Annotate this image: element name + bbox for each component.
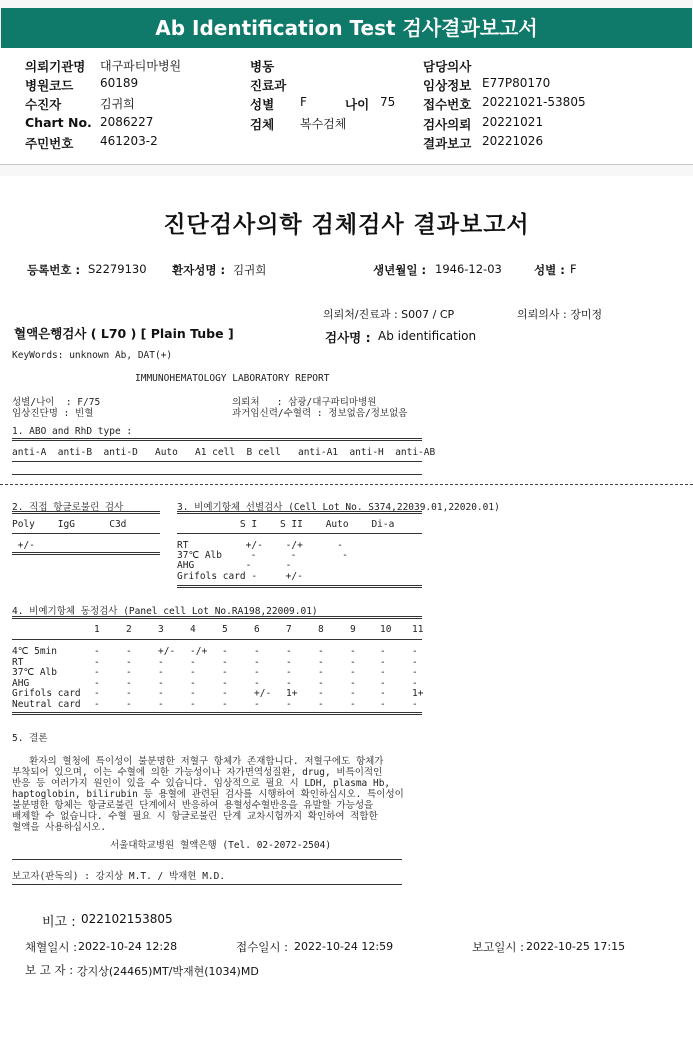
patient-label: 수진자 [25, 97, 62, 112]
panel-cell: - [380, 688, 386, 699]
abo-title: 1. ABO and RhD type : [12, 426, 133, 437]
panel-cell: - [380, 698, 386, 710]
divider [12, 712, 422, 715]
panel-cell: - [190, 688, 196, 699]
report-label: 보고일시 : [472, 940, 524, 954]
ssn-label: 주민번호 [25, 136, 74, 151]
panel-cell: - [126, 646, 132, 657]
result-label: 결과보고 [423, 136, 472, 151]
panel-cell: - [318, 667, 324, 678]
panel-cell: - [350, 698, 356, 710]
conclusion-line: 반응 등 여러가지 원인이 있을 수 있습니다. 임상적으로 필요 시 LDH, plasma Hb, [12, 778, 391, 789]
reg-value: S2279130 [88, 262, 147, 276]
panel-cell: - [254, 677, 260, 689]
panel-cell: - [190, 677, 196, 689]
panel-cell: - [380, 646, 386, 657]
panel-cell: - [318, 646, 324, 657]
test-name: 혈액은행검사 ( L70 ) [ Plain Tube ] [14, 326, 234, 341]
report-value: 2022-10-25 17:15 [526, 940, 626, 953]
test-label: 검사명 : [325, 330, 371, 345]
age-value: 75 [380, 95, 396, 109]
note-value: 022102153805 [81, 912, 173, 926]
abo-headers: anti-A anti-B anti-D Auto A1 cell B cell anti-A1 anti-H anti-AB [12, 447, 436, 458]
panel-cell: - [350, 677, 356, 689]
request-label: 검사의뢰 [423, 117, 472, 132]
panel-cell: - [318, 656, 324, 668]
divider [12, 859, 402, 860]
dept-label: 진료과 [250, 78, 287, 93]
divider [12, 552, 160, 555]
panel-cell: - [94, 677, 100, 689]
panel-cell: - [158, 698, 164, 710]
doctor-label: 담당의사 [423, 59, 472, 74]
panel-cell: 1+ [412, 688, 424, 699]
panel-col-header: 7 [286, 624, 292, 635]
panel-cell: - [190, 698, 196, 710]
panel-cell: - [94, 688, 100, 699]
screen-title: 3. 비예기항체 선별검사 (Cell Lot No. S374,22039.01,22020.01) [177, 502, 500, 513]
reg-label: 등록번호 : [27, 263, 81, 277]
panel-cell: - [222, 698, 228, 710]
panel-cell: - [190, 667, 196, 678]
report-title: 진단검사의학 검체검사 결과보고서 [163, 212, 530, 238]
code-label: 병원코드 [25, 78, 74, 93]
panel-cell: -/+ [190, 646, 208, 657]
clinical-value: E77P80170 [482, 76, 551, 90]
code-value: 60189 [100, 76, 139, 90]
divider [12, 438, 422, 441]
panel-col-header: 11 [412, 624, 424, 635]
panel-row-label: 37℃ Alb [12, 667, 57, 678]
panel-cell: - [222, 688, 228, 699]
panel-cell: - [94, 646, 100, 657]
panel-cell: - [222, 677, 228, 689]
reporter-value: 강지상(24465)MT/박재현(1034)MD [77, 965, 259, 978]
panel-cell: - [254, 656, 260, 668]
conclusion-line: 혈액을 사용하십시오. [12, 822, 107, 833]
divider [177, 511, 422, 514]
panel-cell: - [126, 667, 132, 678]
panel-col-header: 8 [318, 624, 324, 635]
ssn-value: 461203-2 [100, 134, 158, 148]
sex-age-line: 성별/나이 : F/75 [12, 397, 101, 408]
reporter-label: 보 고 자 : [25, 963, 74, 977]
report-sex-label: 성별 : [534, 263, 565, 277]
panel-cell: - [350, 646, 356, 657]
panel-cell: +/- [254, 688, 272, 699]
blood-bank-line: 서울대학교병원 혈액은행 (Tel. 02-2072-2504) [110, 840, 332, 851]
panel-cell: - [222, 667, 228, 678]
result-value: 20221026 [482, 134, 544, 148]
collect-label: 채혈일시 : [25, 940, 77, 954]
screen-row: 37℃ Alb - - - [177, 550, 348, 561]
panel-cell: - [254, 646, 260, 657]
history-line: 과거임신력/수혈력 : 정보없음/정보없음 [232, 408, 408, 419]
screen-headers: S I S II Auto Di-a [177, 519, 395, 530]
panel-cell: - [318, 698, 324, 710]
panel-cell: - [126, 698, 132, 710]
divider [177, 533, 422, 534]
panel-cell: - [158, 667, 164, 678]
panel-cell: - [412, 656, 418, 668]
panel-row-label: AHG [12, 677, 30, 689]
panel-title: 4. 비예기항체 동정검사 (Panel cell Lot No.RA198,22009.01) [12, 606, 318, 617]
panel-col-header: 10 [380, 624, 392, 635]
panel-col-header: 5 [222, 624, 228, 635]
panel-cell: - [412, 677, 418, 689]
specimen-label: 검체 [250, 117, 275, 132]
panel-cell: - [286, 656, 292, 668]
lab-title: IMMUNOHEMATOLOGY LABORATORY REPORT [135, 373, 330, 384]
reporter-line: 보고자(판독의) : 강지상 M.T. / 박재현 M.D. [12, 871, 226, 882]
divider [12, 461, 422, 462]
dept-line: 의뢰처/진료과 : S007 / CP [323, 308, 455, 321]
sex-value: F [300, 95, 307, 109]
panel-cell: - [126, 677, 132, 689]
panel-cell: - [94, 656, 100, 668]
panel-cell: - [126, 688, 132, 699]
receive-label: 접수일시 : [236, 940, 288, 954]
hospital-value: 대구파티마병원 [100, 59, 182, 73]
receive-value: 2022-10-24 12:59 [294, 940, 394, 953]
separator [0, 484, 693, 485]
dat-headers: Poly IgG C3d [12, 519, 127, 530]
diagnosis-line: 임상진단명 : 빈혈 [12, 408, 94, 419]
dat-title: 2. 직접 항글로불린 검사 [12, 502, 124, 513]
conclusion-line: haptoglobin, bilirubin 등 용혈에 관련된 검사를 시행하여 확인하십시오. 특이성이 [12, 789, 404, 800]
panel-cell: - [94, 667, 100, 678]
ward-label: 병동 [250, 59, 275, 74]
dob-label: 생년월일 : [373, 263, 427, 277]
panel-row-label: 4℃ 5min [12, 646, 57, 657]
chart-value: 2086227 [100, 115, 154, 129]
panel-col-header: 2 [126, 624, 132, 635]
panel-cell: - [286, 667, 292, 678]
name-label: 환자성명 : [172, 263, 226, 277]
panel-col-header: 1 [94, 624, 100, 635]
lab-report-page [0, 176, 693, 1062]
panel-row-label: RT [12, 656, 24, 668]
receipt-label: 접수번호 [423, 97, 472, 112]
panel-cell: - [94, 698, 100, 710]
panel-cell: - [318, 677, 324, 689]
panel-cell: - [380, 677, 386, 689]
panel-col-header: 6 [254, 624, 260, 635]
request-value: 20221021 [482, 115, 544, 129]
screen-row: Grifols card - +/- [177, 571, 303, 582]
panel-row-label: Neutral card [12, 698, 81, 710]
chart-label: Chart No. [25, 115, 92, 130]
panel-cell: - [318, 688, 324, 699]
screen-row: AHG - - [177, 560, 292, 571]
panel-cell: - [350, 667, 356, 678]
panel-cell: - [380, 656, 386, 668]
conclusion-line: 불분명한 항체는 항글로불린 단계에서 반응하여 용혈성수혈반응을 유발할 가능성을 [12, 800, 374, 811]
conclusion-line: 배제할 수 없습니다. 수혈 필요 시 항글로불린 단계 교차시험까지 확인하여 적합한 [12, 811, 378, 822]
report-header-title: Ab Identification Test 검사결과보고서 [1, 8, 692, 48]
screen-row: RT +/- -/+ - [177, 540, 343, 551]
specimen-value: 복수검체 [300, 117, 347, 131]
panel-cell: - [222, 656, 228, 668]
note-label: 비고 : [42, 915, 76, 930]
conclusion-line: 환자의 혈청에 특이성이 불분명한 저혈구 항체가 존재합니다. 저혈구에도 항체가 [12, 756, 384, 767]
divider [12, 639, 422, 640]
panel-cell: - [412, 646, 418, 657]
panel-cell: - [158, 677, 164, 689]
hospital-label: 의뢰기관명 [25, 59, 86, 74]
patient-value: 김귀희 [100, 97, 135, 111]
clinical-label: 임상정보 [423, 78, 472, 93]
panel-cell: - [126, 656, 132, 668]
panel-cell: - [254, 667, 260, 678]
sex-label: 성별 [250, 97, 275, 112]
conclusion-line: 부착되어 있으며, 이는 수혈에 의한 가능성이나 자가면역성질환, drug, 비특이적인 [12, 767, 383, 778]
panel-cell: - [412, 667, 418, 678]
report-sex-value: F [570, 262, 577, 276]
collect-value: 2022-10-24 12:28 [78, 940, 178, 953]
divider [12, 616, 422, 619]
panel-col-header: 4 [190, 624, 196, 635]
orderer-line: 의뢰처 : 삼광/대구파티마병원 [232, 397, 377, 408]
panel-cell: +/- [158, 646, 176, 657]
receipt-value: 20221021-53805 [482, 95, 586, 109]
panel-cell: - [254, 698, 260, 710]
conclusion-title: 5. 결론 [12, 733, 48, 744]
name-value: 김귀희 [233, 263, 267, 277]
panel-cell: - [222, 646, 228, 657]
divider [12, 474, 422, 475]
panel-cell: - [190, 656, 196, 668]
test-value: Ab identification [378, 329, 477, 343]
panel-cell: - [350, 656, 356, 668]
panel-cell: - [158, 688, 164, 699]
doctor-line: 의뢰의사 : 장미정 [517, 308, 603, 321]
panel-row-label: Grifols card [12, 688, 81, 699]
panel-cell: 1+ [286, 688, 298, 699]
panel-cell: - [158, 656, 164, 668]
patient-info-panel [0, 48, 693, 165]
dat-values: +/- [12, 540, 35, 551]
panel-cell: - [350, 688, 356, 699]
divider [177, 585, 422, 588]
divider [12, 884, 402, 885]
dob-value: 1946-12-03 [435, 262, 502, 276]
keywords: KeyWords: unknown Ab, DAT(+) [12, 350, 173, 361]
panel-col-header: 3 [158, 624, 164, 635]
divider [12, 533, 160, 534]
age-label: 나이 [345, 97, 370, 112]
panel-col-header: 9 [350, 624, 356, 635]
divider [12, 511, 160, 514]
panel-cell: - [380, 667, 386, 678]
panel-cell: - [286, 646, 292, 657]
panel-cell: - [286, 677, 292, 689]
panel-cell: - [286, 698, 292, 710]
panel-cell: - [412, 698, 418, 710]
